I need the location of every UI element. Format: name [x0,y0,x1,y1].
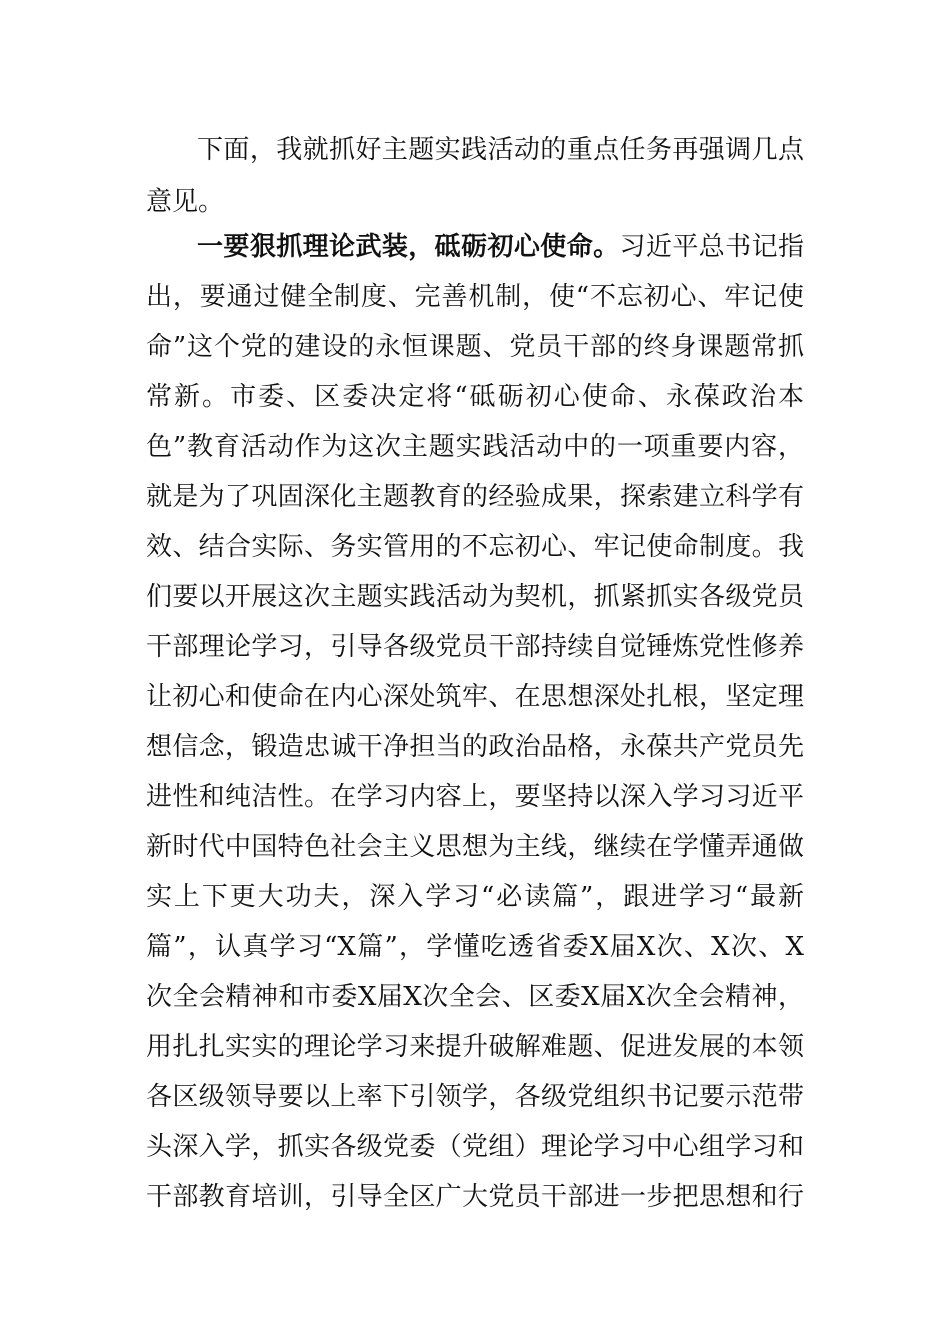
paragraph-2-heading: 一要狠抓理论武装，砥砺初心使命。 [197,232,620,262]
text-line [0,1172,950,1222]
text-line-content: 干部教育培训，引导全区广大党员干部进一步把思想和行 [146,1182,804,1212]
paragraph-2-first-line [197,222,804,272]
text-line-content: 新时代中国特色社会主义思想为主线，继续在学懂弄通做 [146,832,804,862]
text-line-content: 头深入学，抓实各级党委（党组）理论学习中心组学习和 [146,1132,804,1162]
paragraph-1-line-1 [0,125,950,175]
text-line-content: 篇”，认真学习“X篇”，学懂吃透省委X届X次、X次、X [146,932,804,962]
text-line-content: 出，要通过健全制度、完善机制，使“不忘初心、牢记使 [146,282,804,312]
text-line-content: 进性和纯洁性。在学习内容上，要坚持以深入学习习近平 [146,782,804,812]
text-line [0,372,950,422]
text-line [0,872,950,922]
text-line [0,772,950,822]
text-line [0,1022,950,1072]
text-line-content: 色”教育活动作为这次主题实践活动中的一项重要内容， [146,432,804,462]
text-line-content: 想信念，锻造忠诚干净担当的政治品格，永葆共产党员先 [146,732,804,762]
text-line [0,322,950,372]
text-line [0,922,950,972]
text-line [0,822,950,872]
text-line-content: 效、结合实际、务实管用的不忘初心、牢记使命制度。我 [146,532,804,562]
text-line-content: 各区级领导要以上率下引领学，各级党组织书记要示范带 [146,1082,804,1112]
paragraph-1-text: 下面，我就抓好主题实践活动的重点任务再强调几点 [197,135,804,165]
text-line [0,472,950,522]
text-line-content: 常新。市委、区委决定将“砥砺初心使命、永葆政治本 [146,382,804,412]
text-line [0,672,950,722]
paragraph-1-line-2 [0,177,950,227]
text-line-content: 干部理论学习，引导各级党员干部持续自觉锤炼党性修养 [146,632,804,662]
text-line-content: 就是为了巩固深化主题教育的经验成果，探索建立科学有 [146,482,804,512]
text-line [0,1122,950,1172]
text-line [0,1072,950,1122]
text-line [0,422,950,472]
paragraph-2-line-1 [0,222,950,272]
text-line [0,622,950,672]
text-line-content: 命”这个党的建设的永恒课题、党员干部的终身课题常抓 [146,332,804,362]
text-line [0,722,950,772]
text-line-content: 让初心和使命在内心深处筑牢、在思想深处扎根，坚定理 [146,682,804,712]
text-line-content: 用扎扎实实的理论学习来提升破解难题、促进发展的本领 [146,1032,804,1062]
text-line-content: 次全会精神和市委X届X次全会、区委X届X次全会精神， [146,982,804,1012]
text-line [0,972,950,1022]
text-line [0,522,950,572]
text-line [0,572,950,622]
text-line-content: 们要以开展这次主题实践活动为契机，抓紧抓实各级党员 [146,582,804,612]
text-line [0,272,950,322]
paragraph-2-first-line-rest: 习近平总书记指 [619,232,804,262]
text-line-content: 实上下更大功夫，深入学习“必读篇”，跟进学习“最新 [146,882,804,912]
paragraph-1-text-end: 意见。 [146,187,225,217]
